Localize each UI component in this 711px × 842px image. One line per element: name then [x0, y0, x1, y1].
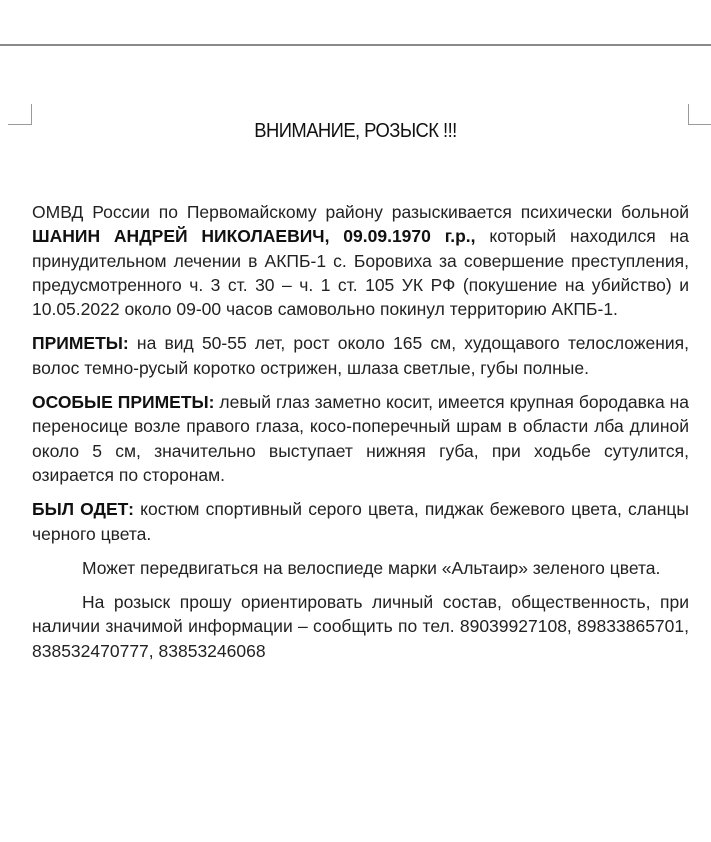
features-text: на вид 50-55 лет, рост около 165 см, худощавого телосложения, волос темно-русый коротко острижен, шлаза светлые, губы полные. — [32, 333, 689, 378]
intro-paragraph — [32, 200, 689, 321]
bicycle-paragraph: Может передвигаться на велоспиеде марки «Альтаир» зеленого цвета. — [82, 557, 661, 578]
margin-corner-right — [688, 104, 711, 125]
features-label: ПРИМЕТЫ: — [32, 333, 129, 354]
features-paragraph — [32, 331, 689, 380]
special-features-paragraph — [32, 390, 689, 487]
document-body — [32, 200, 689, 673]
clothing-paragraph — [32, 497, 689, 546]
page-top-border — [0, 44, 711, 46]
wanted-person-name: ШАНИН АНДРЕЙ НИКОЛАЕВИЧ, 09.09.1970 г.р., — [32, 226, 476, 247]
page-title: ВНИМАНИЕ, РОЗЫСК !!! — [254, 120, 457, 142]
special-features-label: ОСОБЫЕ ПРИМЕТЫ: — [32, 392, 215, 413]
request-paragraph: На розыск прошу ориентировать личный состав, общественность, при наличии значимой информации – сообщить по тел. 89039927108, 89833865701, 838532470777, 83853246068 — [32, 592, 689, 661]
clothing-label: БЫЛ ОДЕТ: — [32, 499, 134, 520]
intro-text-before: ОМВД России по Первомайскому району разыскивается психически больной — [32, 202, 689, 222]
intro-text-after: который находился на принудительном лечении в АКПБ-1 с. Боровиха за совершение преступления, предусмотренного ч. 3 ст. 30 – ч. 1 ст. 105 УК РФ (покушение на убийство) и 10.05.2022 около 09-00 часов самовольно покинул территорию АКПБ-1. — [32, 226, 689, 320]
clothing-text: костюм спортивный серого цвета, пиджак бежевого цвета, сланцы черного цвета. — [32, 499, 689, 544]
special-features-text: левый глаз заметно косит, имеется крупная бородавка на переносице возле правого глаза, косо-поперечный шрам в области лба длиной около 5 см, значительно выступает нижняя губа, при ходьбе сутулится, озирается по сторонам. — [32, 392, 690, 485]
